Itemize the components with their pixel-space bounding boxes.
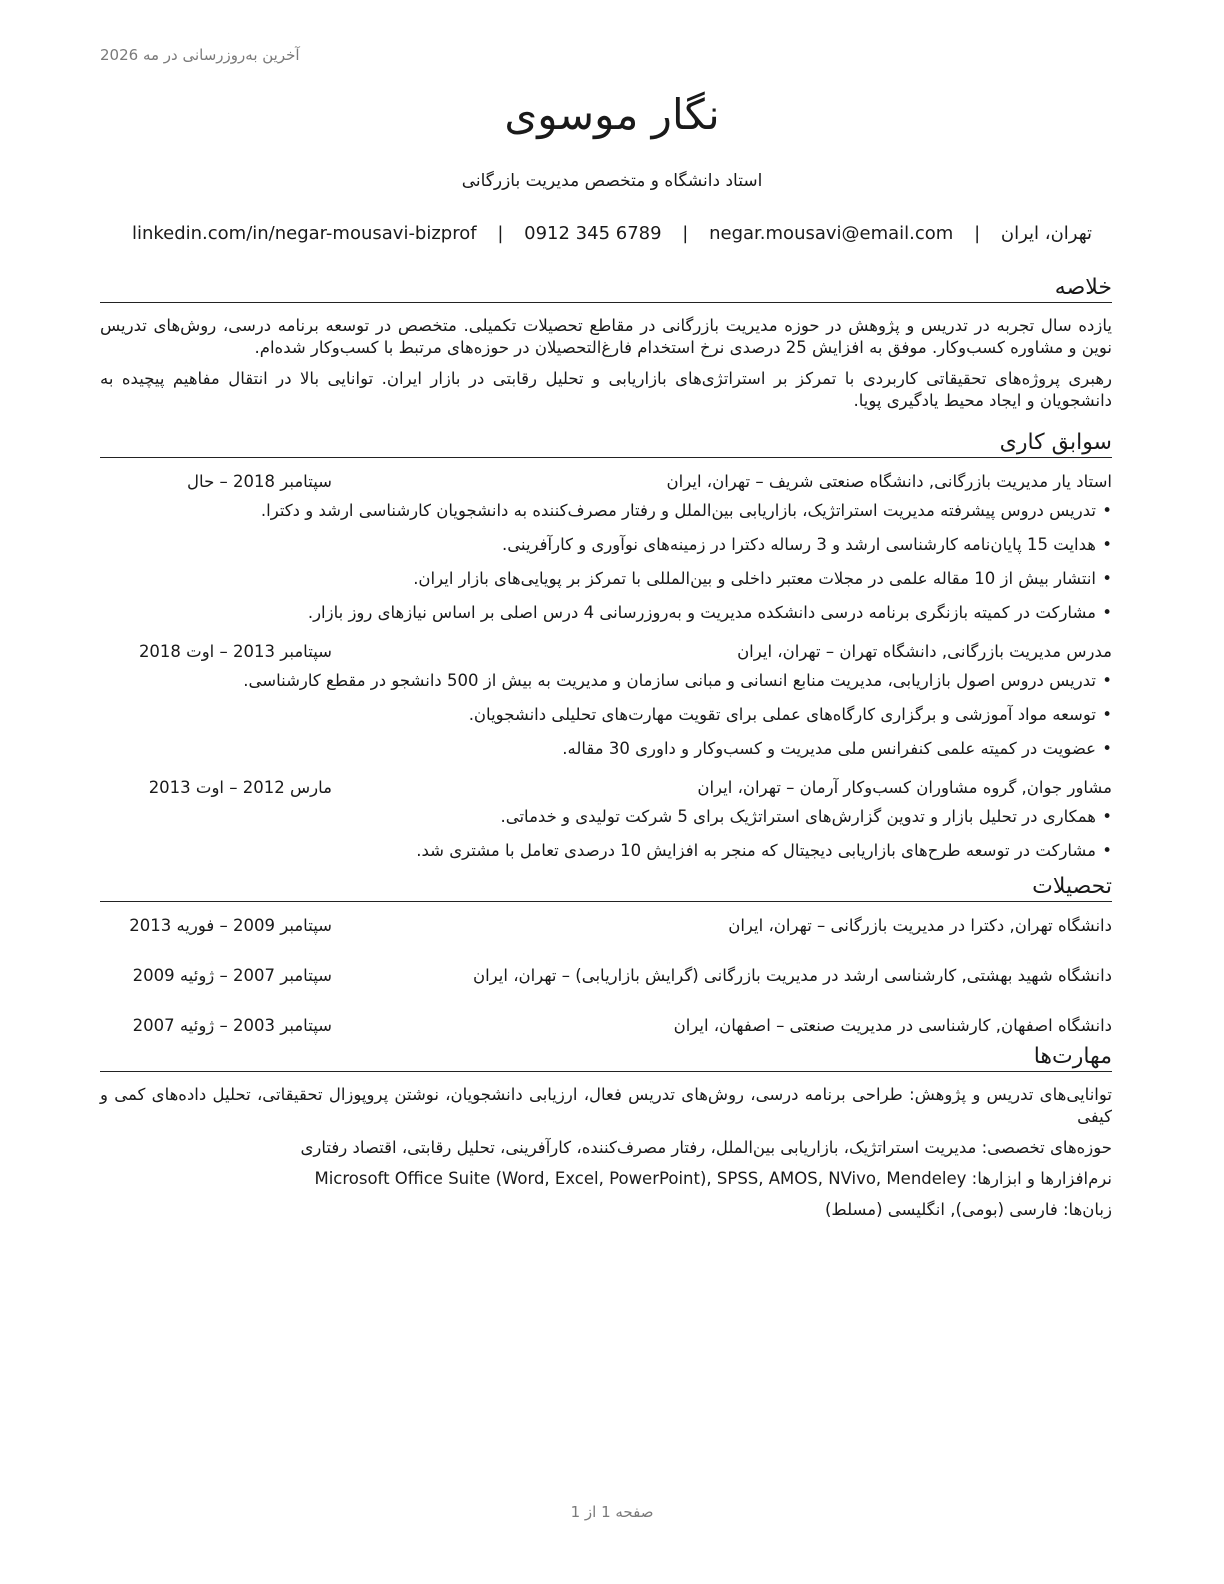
skills-line: توانایی‌های تدریس و پژوهش: طراحی برنامه درسی، روش‌های تدریس فعال، ارزیابی دانشجویان، نوشتن پروپوزال تحقیقاتی، تحلیل داده‌های کمی و کیفی xyxy=(100,1085,1112,1126)
last-updated-note: آخرین به‌روزرسانی در مه 2026 xyxy=(100,46,300,64)
contact-separator: | xyxy=(497,223,504,244)
job-entry xyxy=(100,776,1112,862)
person-name: نگار موسوی xyxy=(504,90,720,139)
contact-separator: | xyxy=(974,223,981,244)
list-item: • عضویت در کمیته علمی کنفرانس ملی مدیریت و کسب‌وکار و داوری 30 مقاله. xyxy=(100,738,1112,760)
education-entry xyxy=(100,1014,1112,1038)
location: تهران، ایران xyxy=(1000,223,1093,244)
section-title-education: تحصیلات xyxy=(100,874,1112,902)
education-heading: دانشگاه شهید بهشتی, کارشناسی ارشد در مدیریت بازرگانی (گرایش بازاریابی) – تهران، ایران xyxy=(472,966,1112,985)
job-dates: سپتامبر 2018 – حال xyxy=(187,472,332,491)
summary-paragraph: رهبری پروژه‌های تحقیقاتی کاربردی با تمرکز بر استراتژی‌های بازاریابی و تحلیل رقابتی در بازار ایران. توانایی بالا در انتقال مفاهیم پیچیده به دانشجویان و ایجاد محیط یادگیری پویا. xyxy=(100,369,1112,410)
summary-paragraph: یازده سال تجربه در تدریس و پژوهش در حوزه مدیریت بازرگانی در مقاطع تحصیلات تکمیلی. متخصص در توسعه برنامه درسی، روش‌های تدریس نوین و مشاوره کسب‌وکار. موفق به افزایش 25 درصدی نرخ استخدام فارغ‌التحصیلان در حوزه‌های مرتبط با کسب‌وکار شده‌ام. xyxy=(100,316,1112,357)
skills-section xyxy=(100,1044,1112,1221)
section-title-summary: خلاصه xyxy=(100,275,1112,303)
contact-line xyxy=(0,223,1224,244)
job-dates: سپتامبر 2013 – اوت 2018 xyxy=(138,642,332,661)
education-heading: دانشگاه اصفهان, کارشناسی در مدیریت صنعتی – اصفهان، ایران xyxy=(673,1016,1112,1035)
education-dates: سپتامبر 2009 – فوریه 2013 xyxy=(129,916,332,935)
list-item: • همکاری در تحلیل بازار و تدوین گزارش‌های استراتژیک برای 5 شرکت تولیدی و خدماتی. xyxy=(100,806,1112,828)
page-number: صفحه 1 از 1 xyxy=(570,1503,654,1521)
job-heading: مشاور جوان, گروه مشاوران کسب‌وکار آرمان – تهران، ایران xyxy=(697,778,1112,797)
experience-section xyxy=(100,430,1112,862)
job-title: استاد دانشگاه و متخصص مدیریت بازرگانی xyxy=(461,171,763,191)
list-item: • هدایت 15 پایان‌نامه کارشناسی ارشد و 3 رساله دکترا در زمینه‌های نوآوری و کارآفرینی. xyxy=(100,534,1112,556)
skills-line: نرم‌افزارها و ابزارها: Microsoft Office Suite (Word, Excel, PowerPoint), SPSS, AMOS, NVivo, Mendeley xyxy=(314,1169,1112,1188)
skills-line: حوزه‌های تخصصی: مدیریت استراتژیک، بازاریابی بین‌الملل، رفتار مصرف‌کننده، کارآفرینی، تحلیل رقابتی، اقتصاد رفتاری xyxy=(300,1138,1112,1157)
job-bullets xyxy=(100,670,1112,760)
list-item: • مشارکت در کمیته بازنگری برنامه درسی دانشکده مدیریت و به‌روزرسانی 4 درس اصلی بر اساس نیازهای روز بازار. xyxy=(100,602,1112,624)
job-bullets xyxy=(100,806,1112,862)
education-section xyxy=(100,874,1112,1038)
resume-body xyxy=(100,275,1112,1230)
education-heading: دانشگاه تهران, دکترا در مدیریت بازرگانی – تهران، ایران xyxy=(728,916,1112,935)
job-entry xyxy=(100,470,1112,624)
section-title-experience: سوابق کاری xyxy=(100,430,1112,458)
summary-section xyxy=(100,275,1112,412)
linkedin-link[interactable]: linkedin.com/in/negar-mousavi-bizprof xyxy=(131,223,477,244)
contact-separator: | xyxy=(682,223,689,244)
job-dates: مارس 2012 – اوت 2013 xyxy=(148,778,332,797)
list-item: • تدریس دروس اصول بازاریابی، مدیریت منابع انسانی و مبانی سازمان و مدیریت به بیش از 500 دانشجو در مقطع کارشناسی. xyxy=(100,670,1112,692)
list-item: • مشارکت در توسعه طرح‌های بازاریابی دیجیتال که منجر به افزایش 10 درصدی تعامل با مشتری شد. xyxy=(100,840,1112,862)
job-heading: مدرس مدیریت بازرگانی, دانشگاه تهران – تهران، ایران xyxy=(737,642,1112,661)
job-entry xyxy=(100,640,1112,760)
phone-number: 0912 345 6789 xyxy=(524,223,662,244)
education-entry xyxy=(100,914,1112,938)
list-item: • انتشار بیش از 10 مقاله علمی در مجلات معتبر داخلی و بین‌المللی با تمرکز بر پویایی‌های بازار ایران. xyxy=(100,568,1112,590)
job-heading: استاد یار مدیریت بازرگانی, دانشگاه صنعتی شریف – تهران، ایران xyxy=(666,472,1112,491)
education-dates: سپتامبر 2003 – ژوئیه 2007 xyxy=(132,1016,332,1035)
job-bullets xyxy=(100,500,1112,624)
list-item: • تدریس دروس پیشرفته مدیریت استراتژیک، بازاریابی بین‌الملل و رفتار مصرف‌کننده به دانشجویان کارشناسی ارشد و دکترا. xyxy=(100,500,1112,522)
list-item: • توسعه مواد آموزشی و برگزاری کارگاه‌های عملی برای تقویت مهارت‌های تحلیلی دانشجویان. xyxy=(100,704,1112,726)
email-link[interactable]: negar.mousavi@email.com xyxy=(709,223,954,244)
section-title-skills: مهارت‌ها xyxy=(100,1044,1112,1072)
skills-line: زبان‌ها: فارسی (بومی), انگلیسی (مسلط) xyxy=(824,1200,1112,1219)
education-dates: سپتامبر 2007 – ژوئیه 2009 xyxy=(132,966,332,985)
education-entry xyxy=(100,964,1112,988)
